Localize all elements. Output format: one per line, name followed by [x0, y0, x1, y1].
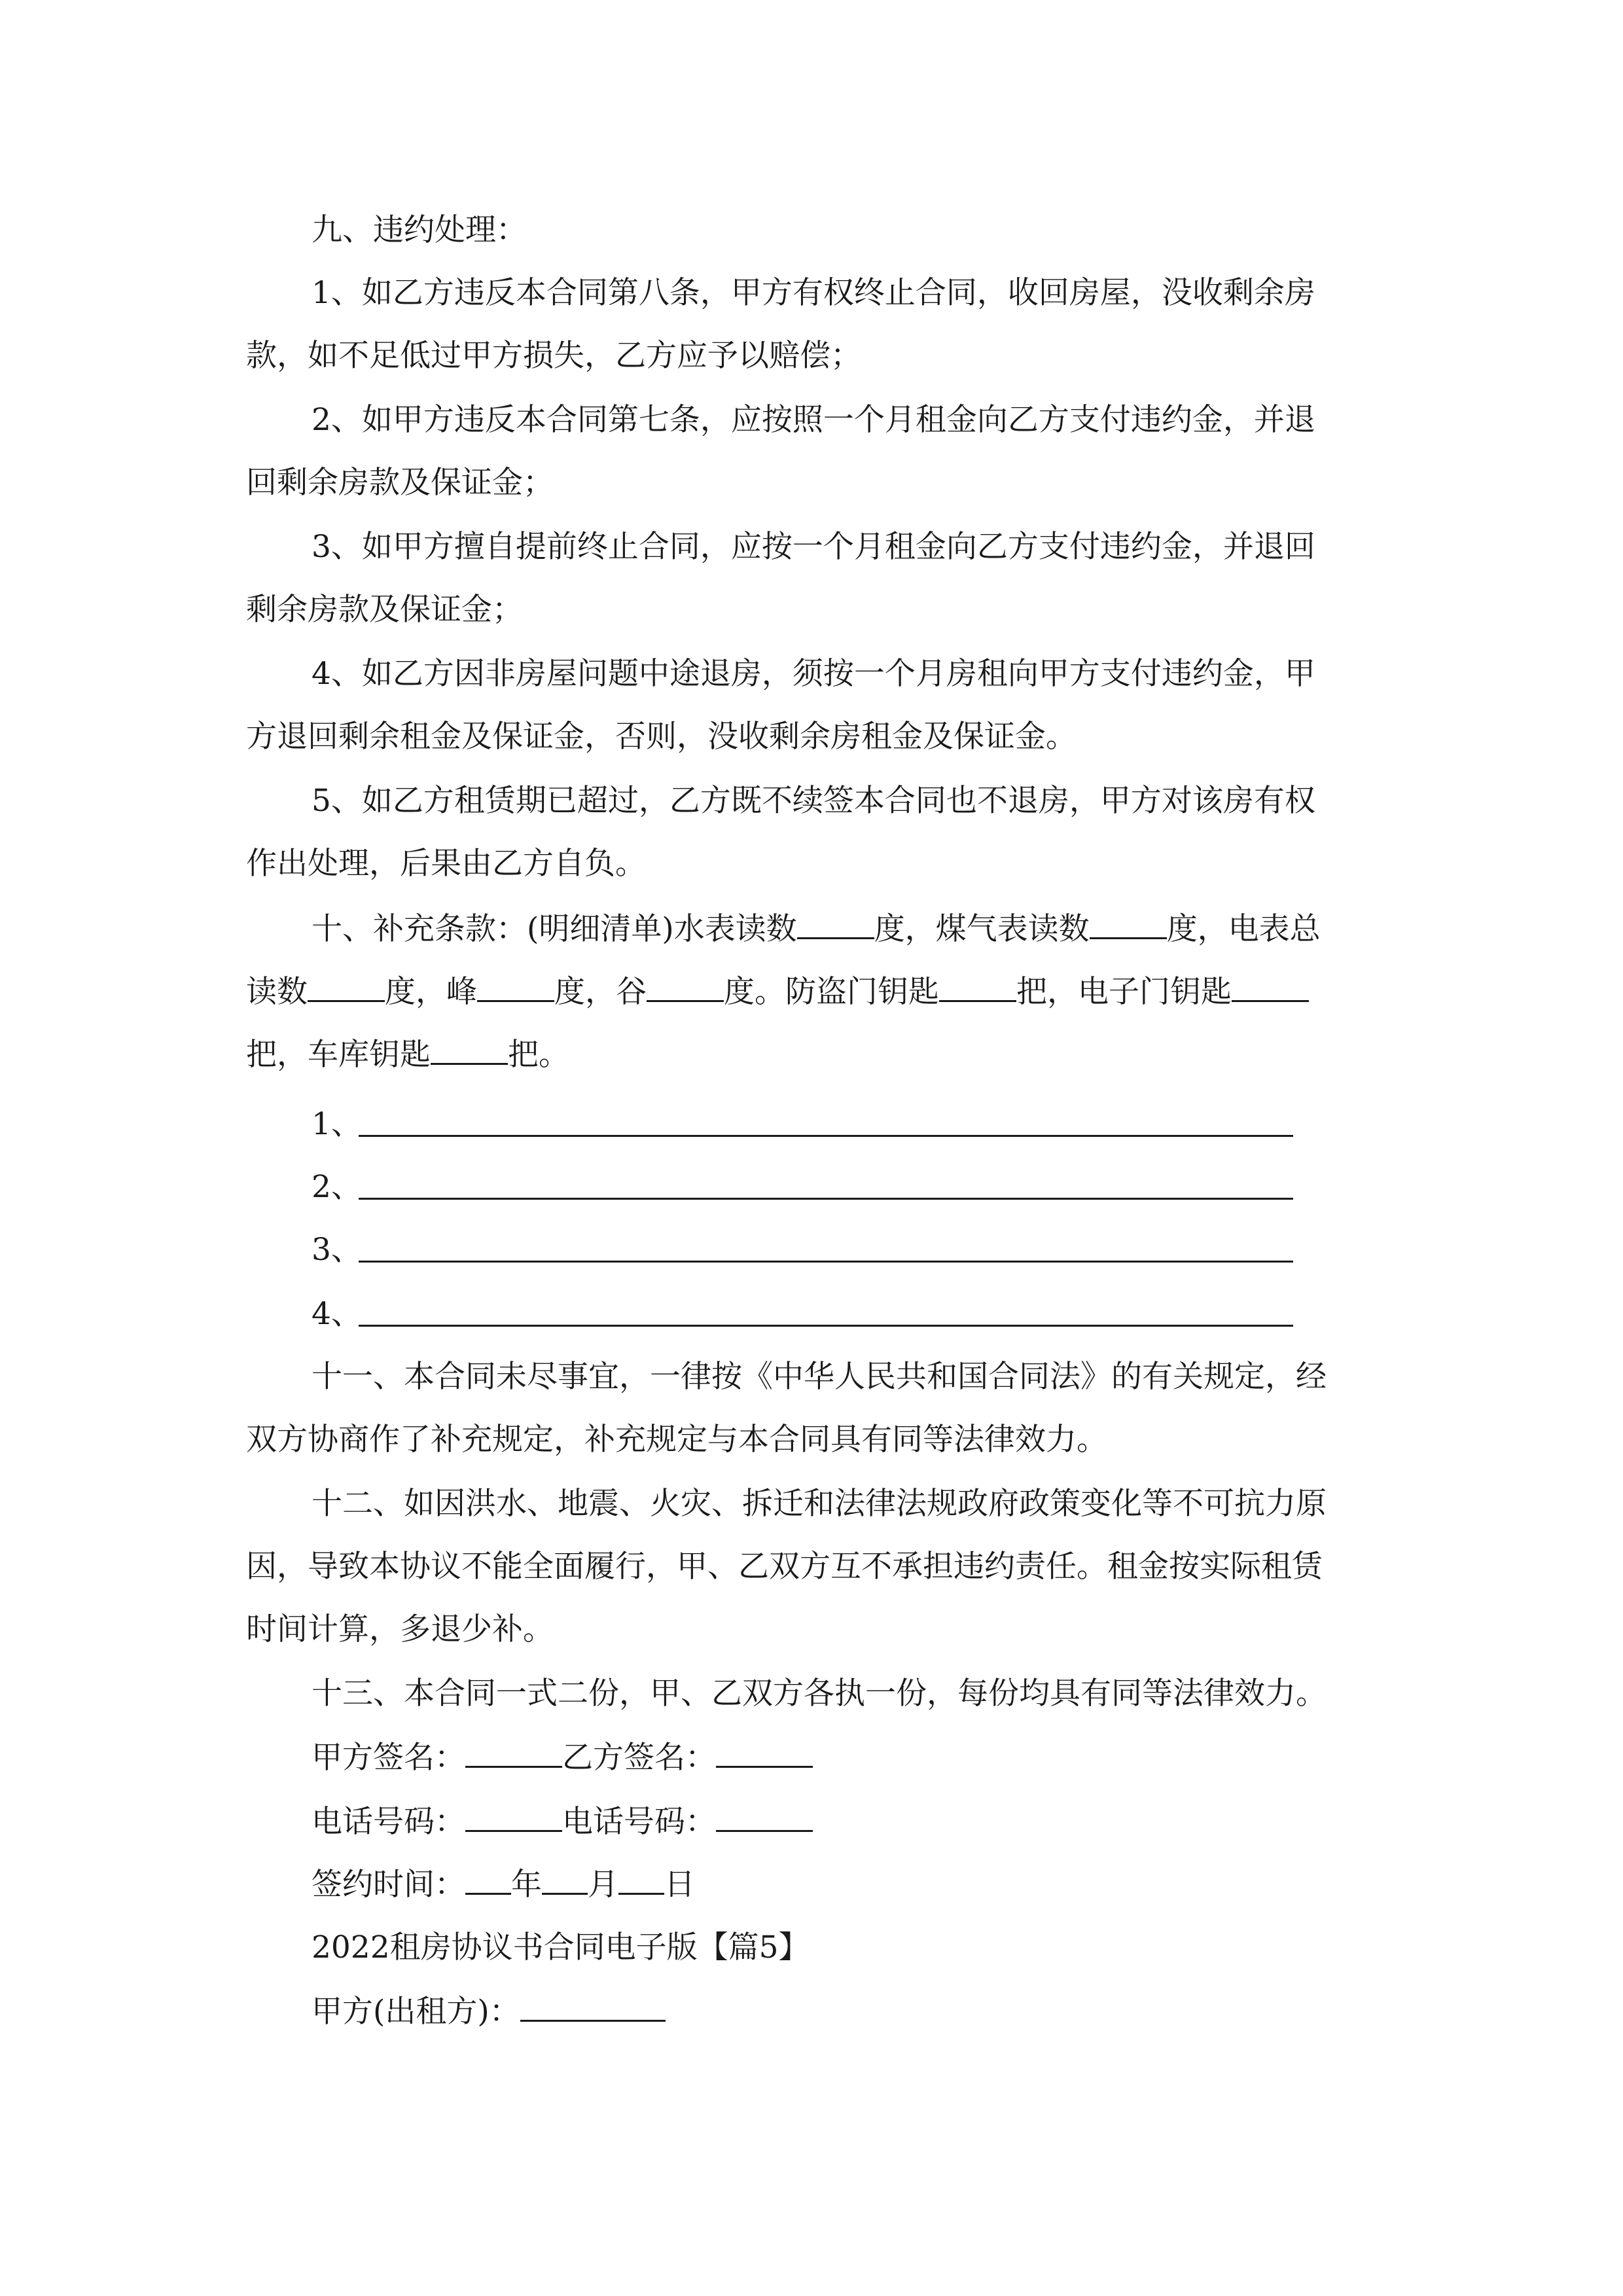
supplement-line	[359, 1182, 1293, 1200]
sec10-text: 度，电表总	[1166, 911, 1321, 947]
supplement-line	[359, 1119, 1293, 1137]
sec10-line2	[246, 971, 1378, 1011]
sec10-text: 度，峰	[385, 974, 477, 1010]
sec10-text: 十、补充条款：(明细清单)水表读数	[312, 911, 797, 947]
lessor-row	[312, 1991, 1378, 2030]
month-label: 月	[588, 1867, 618, 1903]
sec10-text: 度。防盗门钥匙	[724, 974, 939, 1010]
party-a-phone-blank	[465, 1801, 562, 1832]
party-b-sign-label: 乙方签名：	[562, 1740, 716, 1776]
sec10-text: 度，煤气表读数	[874, 911, 1090, 947]
sec10-line3	[246, 1034, 1378, 1073]
party-a-sign-label: 甲方签名：	[312, 1740, 465, 1776]
sec10-text: 把。	[508, 1037, 569, 1073]
sec12-line3: 时间计算，多退少补。	[246, 1611, 554, 1647]
day-label: 日	[664, 1867, 695, 1903]
sec13-line1: 十三、本合同一式二份，甲、乙双方各执一份，每份均具有同等法律效力。	[312, 1676, 1327, 1712]
sec9-item5-line2: 作出处理，后果由乙方自负。	[246, 846, 646, 882]
party-b-sign-blank	[716, 1737, 813, 1768]
sec11-line1: 十一、本合同未尽事宜，一律按《中华人民共和国合同法》的有关规定，经	[312, 1359, 1327, 1395]
phone-row	[312, 1801, 1378, 1840]
date-row	[312, 1864, 1378, 1903]
year-label: 年	[511, 1867, 542, 1903]
sec9-item4-line2: 方退回剩余租金及保证金，否则，没收剩余房租金及保证金。	[246, 719, 1077, 755]
next-contract-heading: 2022租房协议书合同电子版【篇5】	[312, 1929, 810, 1965]
water-meter-blank	[797, 908, 874, 939]
party-a-phone-label: 电话号码：	[312, 1804, 465, 1840]
garage-key-blank	[431, 1034, 508, 1065]
supplement-line	[359, 1245, 1293, 1263]
party-b-phone-blank	[716, 1801, 813, 1832]
month-blank	[542, 1864, 588, 1895]
electronic-door-key-blank	[1232, 971, 1309, 1002]
lessor-label: 甲方(出租方)：	[312, 1994, 520, 2030]
supplement-item: 1、	[312, 1106, 362, 1142]
lessor-blank	[520, 1991, 666, 2022]
supplement-item: 3、	[312, 1232, 362, 1268]
day-blank	[618, 1864, 664, 1895]
sec9-item1-line1: 1、如乙方违反本合同第八条，甲方有权终止合同，收回房屋，没收剩余房	[312, 275, 1315, 311]
section-9-title: 九、违约处理：	[312, 212, 527, 248]
sec9-item4-line1: 4、如乙方因非房屋问题中途退房，须按一个月房租向甲方支付违约金，甲	[312, 656, 1315, 692]
party-a-sign-blank	[465, 1737, 562, 1768]
date-label: 签约时间：	[312, 1867, 465, 1903]
supplement-line	[359, 1309, 1293, 1327]
electric-total-blank	[308, 971, 385, 1002]
sec9-item3-line2: 剩余房款及保证金；	[246, 592, 523, 628]
sec9-item2-line1: 2、如甲方违反本合同第七条，应按照一个月租金向乙方支付违约金，并退	[312, 402, 1315, 438]
sec9-item1-line2: 款，如不足低过甲方损失，乙方应予以赔偿；	[246, 338, 861, 374]
sec10-line1	[312, 908, 1378, 948]
sec9-item5-line1: 5、如乙方租赁期已超过，乙方既不续签本合同也不退房，甲方对该房有权	[312, 783, 1315, 819]
year-blank	[465, 1864, 511, 1895]
sec10-text: 度，谷	[554, 974, 647, 1010]
sec12-line1: 十二、如因洪水、地震、火灾、拆迁和法律法规政府政策变化等不可抗力原	[312, 1486, 1327, 1522]
signature-row	[312, 1737, 1378, 1776]
party-b-phone-label: 电话号码：	[562, 1804, 716, 1840]
supplement-item: 2、	[312, 1169, 362, 1205]
sec10-text: 读数	[246, 974, 308, 1010]
electric-valley-blank	[647, 971, 724, 1002]
electric-peak-blank	[477, 971, 554, 1002]
security-door-key-blank	[939, 971, 1016, 1002]
sec9-item2-line2: 回剩余房款及保证金；	[246, 465, 554, 501]
sec11-line2: 双方协商作了补充规定，补充规定与本合同具有同等法律效力。	[246, 1422, 1107, 1458]
sec10-text: 把，车库钥匙	[246, 1037, 431, 1073]
sec9-item3-line1: 3、如甲方擅自提前终止合同，应按一个月租金向乙方支付违约金，并退回	[312, 529, 1315, 565]
sec12-line2: 因，导致本协议不能全面履行，甲、乙双方互不承担违约责任。租金按实际租赁	[246, 1549, 1323, 1585]
sec10-text: 把，电子门钥匙	[1016, 974, 1232, 1010]
supplement-item: 4、	[312, 1296, 362, 1332]
gas-meter-blank	[1090, 908, 1167, 939]
